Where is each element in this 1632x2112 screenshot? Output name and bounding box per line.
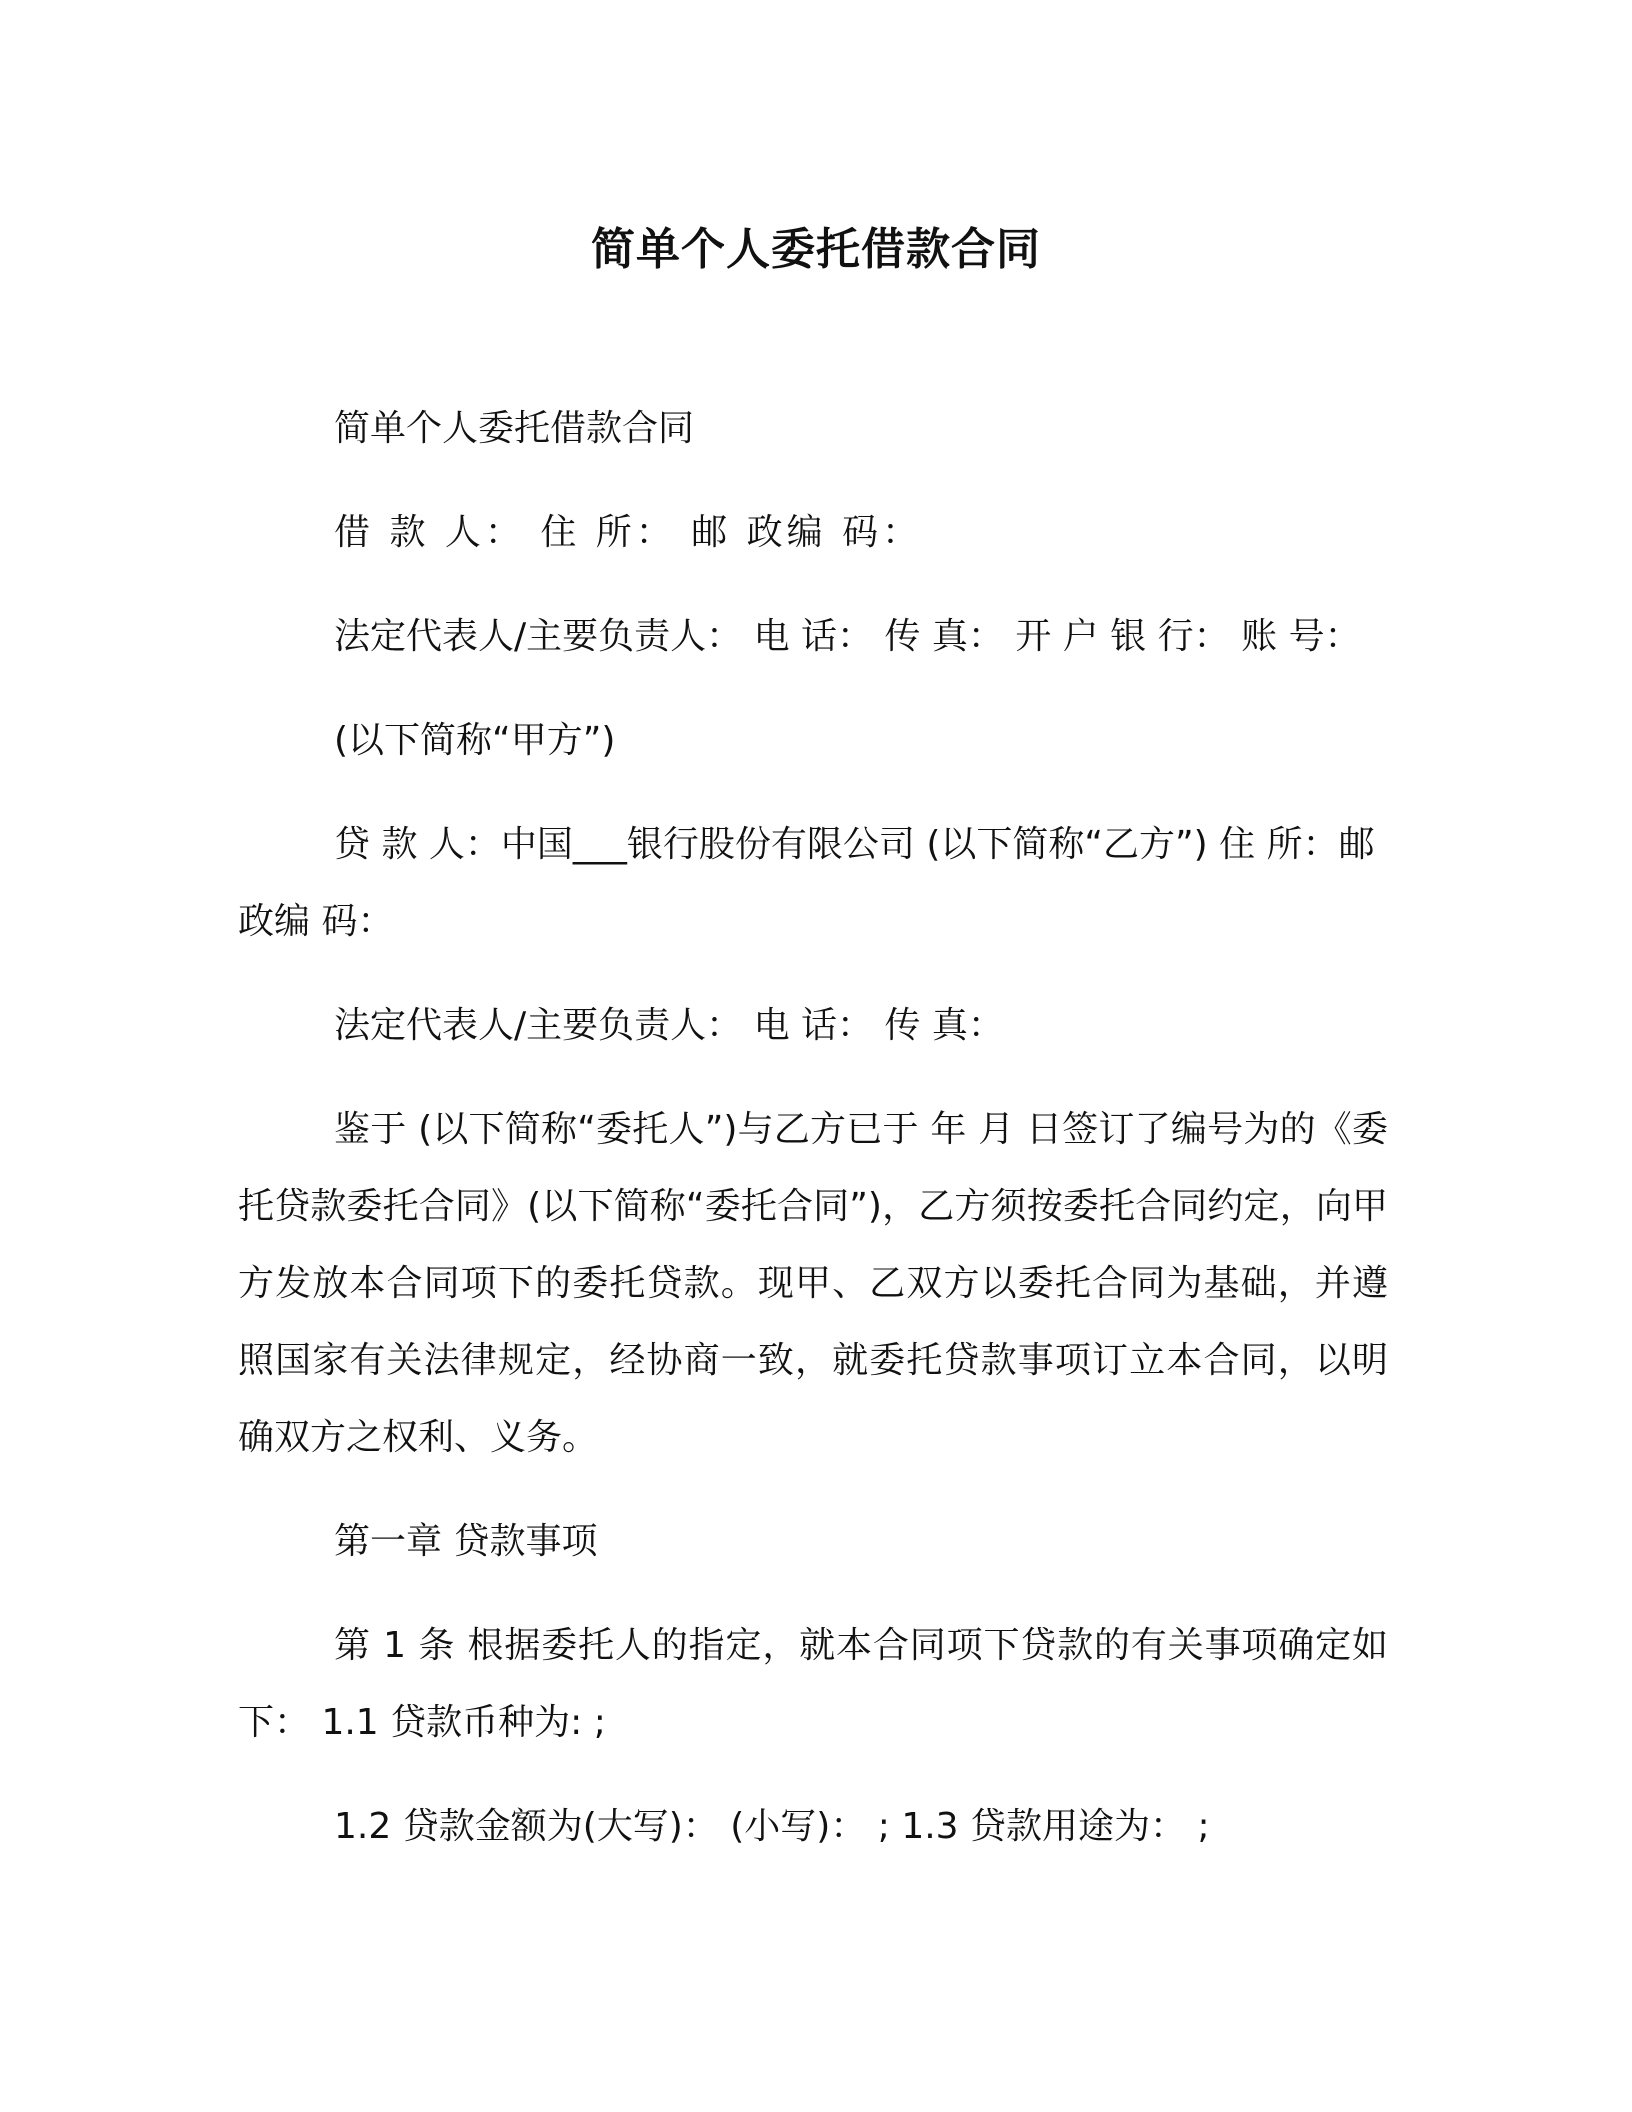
loan-amount-purpose-line: 1.2 贷款金额为(大写)： (小写)： ; 1.3 贷款用途为： ; [334,1806,1210,1847]
lender-representative-line: 法定代表人/主要负责人： 电 话： 传 真： [334,1005,1004,1046]
chapter-heading: 第一章 贷款事项 [334,1521,598,1562]
document-title: 简单个人委托借款合同 [591,224,1041,275]
recital-paragraph: 鉴于 (以下简称“委托人”)与乙方已于 年 月 日签订了编号为的《委托贷款委托合同》(以下简称“委托合同”)，乙方须按委托合同约定，向甲方发放本合同项下的委托贷款。现甲、乙双方以委托合同为基础，并遵照国家有关法律规定，经协商一致，就委托贷款事项订立本合同，以明确双方之权利、义务。 [238,1109,1388,1458]
article-1-paragraph: 第 1 条 根据委托人的指定，就本合同项下贷款的有关事项确定如下： 1.1 贷款币种为: ; [238,1625,1388,1743]
lender-info-line: 贷 款 人：中国___银行股份有限公司 (以下简称“乙方”) 住 所：邮 政编 码： [238,824,1375,942]
contract-subtitle: 简单个人委托借款合同 [334,408,695,449]
borrower-info-line: 借 款 人： 住 所： 邮 政编 码： [334,512,923,553]
party-a-designation: (以下简称“甲方”) [334,720,616,761]
borrower-representative-line: 法定代表人/主要负责人： 电 话： 传 真： 开 户 银 行： 账 号： [334,616,1361,657]
document-body [238,390,1388,1892]
